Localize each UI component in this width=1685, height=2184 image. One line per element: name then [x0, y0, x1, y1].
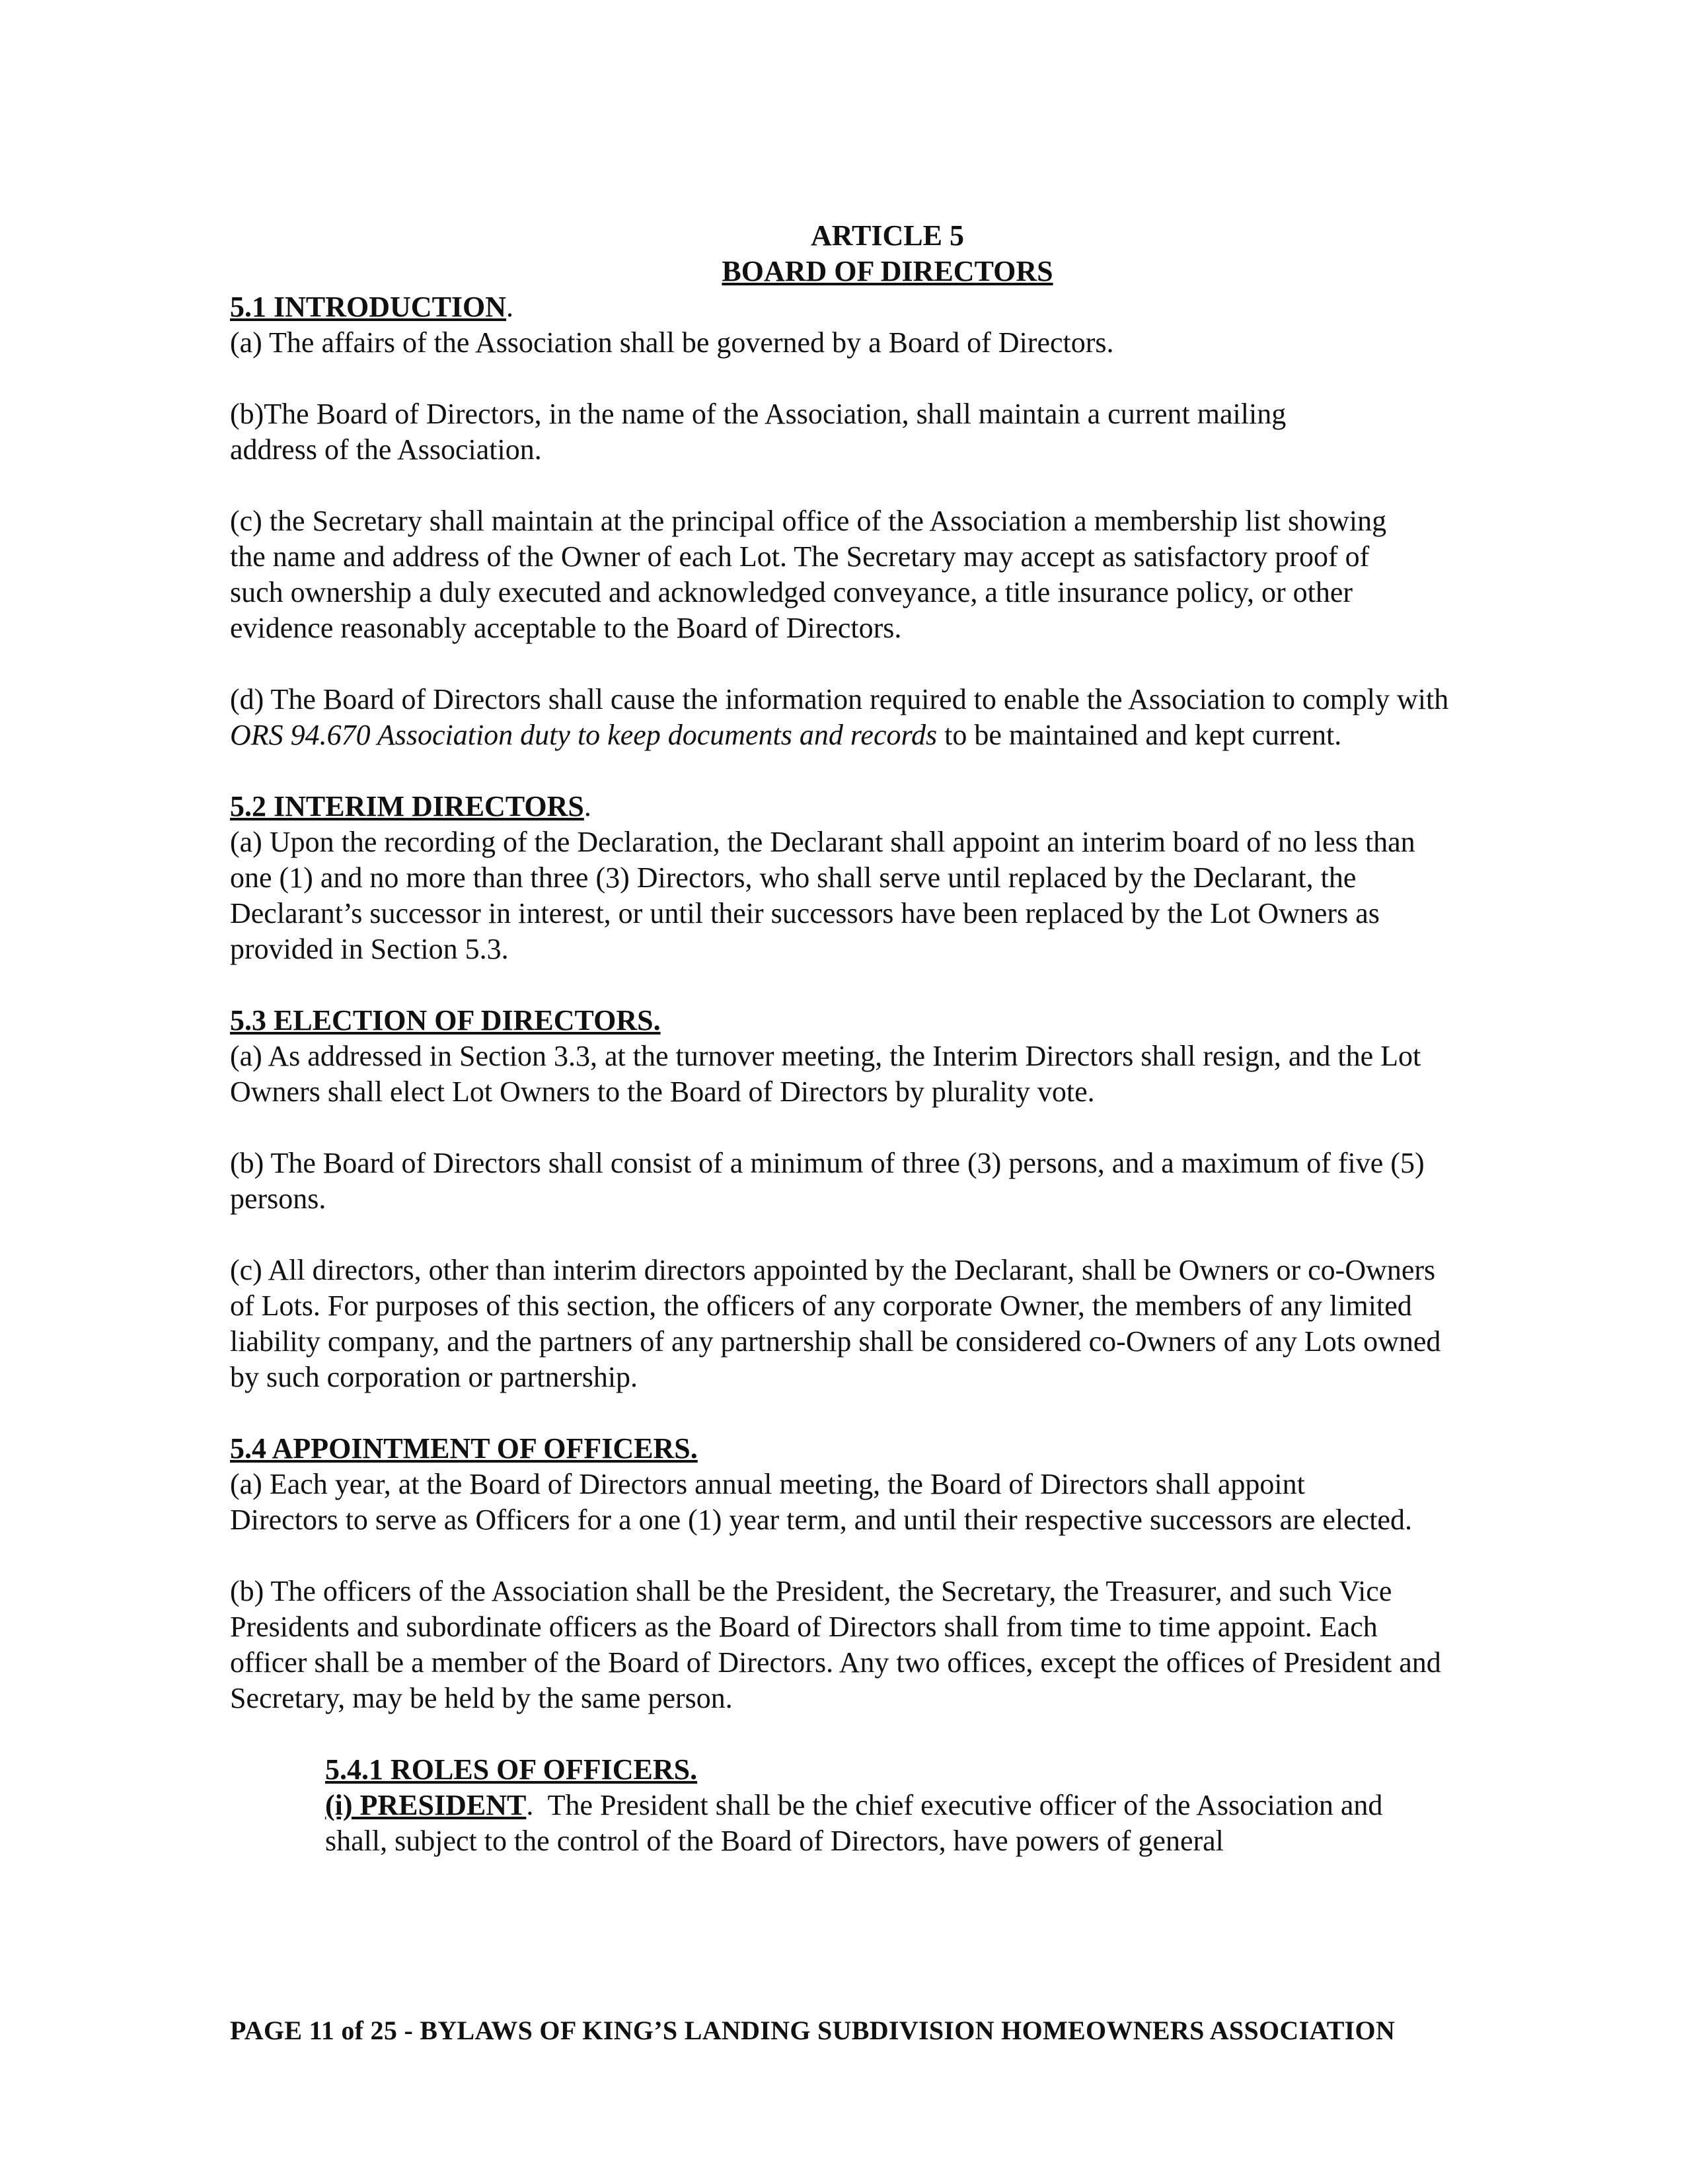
article-number: ARTICLE 5	[811, 219, 964, 252]
president-text: The President shall be the chief executive officer of the Association and shall, subject to the control of the Board of Directors, have powers of general	[325, 1789, 1383, 1857]
president-label: (i) PRESIDENT	[325, 1789, 527, 1821]
section-5-1-a: (a) The affairs of the Association shall be governed by a Board of Directors.	[230, 326, 1114, 359]
section-5-1-d	[230, 682, 1485, 753]
section-5-1-heading: 5.1 INTRODUCTION	[230, 291, 507, 323]
section-5-2-heading-line: 5.2 INTERIM DIRECTORS.	[230, 790, 591, 822]
section-5-4-a: (a) Each year, at the Board of Directors annual meeting, the Board of Directors shall appoint Directors to serve as Officers for a one (1) year term, and until their respective successors are elected.	[230, 1468, 1412, 1536]
article-title: BOARD OF DIRECTORS	[722, 255, 1053, 287]
section-5-2-heading: 5.2 INTERIM DIRECTORS	[230, 790, 584, 822]
section-5-3-heading: 5.3 ELECTION OF DIRECTORS.	[230, 1004, 661, 1037]
section-5-3-b: (b) The Board of Directors shall consist of a minimum of three (3) persons, and a maximum of five (5) persons.	[230, 1147, 1425, 1215]
section-5-4-heading: 5.4 APPOINTMENT OF OFFICERS.	[230, 1432, 698, 1465]
section-5-1-d-after: to be maintained and kept current.	[937, 719, 1342, 751]
president-paragraph: (i) PRESIDENT. The President shall be the chief executive officer of the Association and shall, subject to the control of the Board of Directors, have powers of general	[325, 1789, 1383, 1857]
page-footer: PAGE 11 of 25 - BYLAWS OF KING’S LANDING SUBDIVISION HOMEOWNERS ASSOCIATION	[230, 2016, 1396, 2045]
section-5-4-b: (b) The officers of the Association shall be the President, the Secretary, the Treasurer, and such Vice Presidents and subordinate officers as the Board of Directors shall from time to time appoint. Each officer shall be a member of the Board of Directors. Any two offices, except the offices of President and Secretary, may be held by the same person.	[230, 1575, 1441, 1714]
section-5-4-1-heading: 5.4.1 ROLES OF OFFICERS.	[325, 1753, 698, 1786]
section-5-3-a: (a) As addressed in Section 3.3, at the turnover meeting, the Interim Directors shall resign, and the Lot Owners shall elect Lot Owners to the Board of Directors by plurality vote.	[230, 1040, 1421, 1108]
section-5-1-heading-line: 5.1 INTRODUCTION.	[230, 291, 514, 323]
section-5-1-c: (c) the Secretary shall maintain at the principal office of the Association a membership list showing the name and address of the Owner of each Lot. The Secretary may accept as satisfactory proof of such ownership a duly executed and acknowledged conveyance, a title insurance policy, or other evidence reasonably acceptable to the Board of Directors.	[230, 505, 1387, 644]
ors-citation: ORS 94.670 Association duty to keep documents and records	[230, 719, 938, 751]
section-5-1-b: (b)The Board of Directors, in the name of the Association, shall maintain a current mailing address of the Association.	[230, 398, 1287, 466]
section-5-2-a: (a) Upon the recording of the Declaration, the Declarant shall appoint an interim board of no less than one (1) and no more than three (3) Directors, who shall serve until replaced by the Declarant, the Declarant’s successor in interest, or until their successors have been replaced by the Lot Owners as provided in Section 5.3.	[230, 826, 1415, 965]
section-5-4-1	[230, 1752, 1485, 1859]
document-page	[230, 218, 1485, 1859]
section-5-1-d-before: (d) The Board of Directors shall cause the information required to enable the Association to comply with	[230, 683, 1449, 715]
section-5-3-c: (c) All directors, other than interim directors appointed by the Declarant, shall be Owners or co-Owners of Lots. For purposes of this section, the officers of any corporate Owner, the members of any limited liability company, and the partners of any partnership shall be considered co-Owners of any Lots owned by such corporation or partnership.	[230, 1254, 1441, 1393]
